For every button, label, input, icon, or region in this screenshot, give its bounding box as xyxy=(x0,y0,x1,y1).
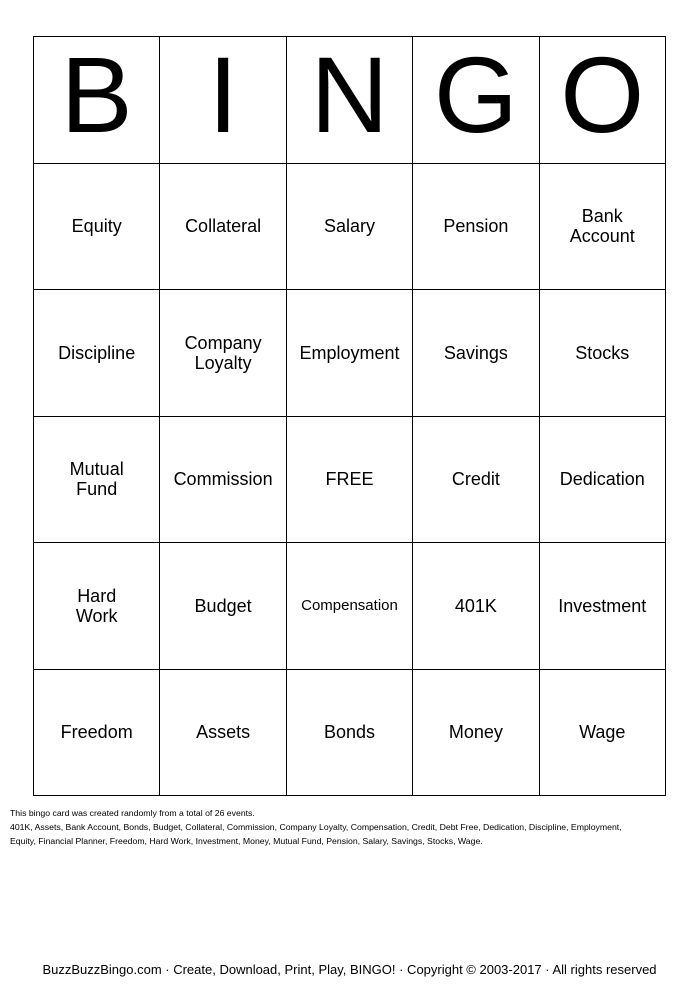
header-cell-g xyxy=(413,33,539,164)
card-cell xyxy=(413,163,539,290)
card-cell xyxy=(160,290,286,417)
card-cell xyxy=(34,543,160,670)
cell-text: Commission xyxy=(173,469,273,490)
cell-text: Freedom xyxy=(60,722,133,743)
cell-text: Compensation xyxy=(301,596,398,614)
cell-text: Stocks xyxy=(575,342,630,363)
card-cell xyxy=(34,669,160,796)
card-row xyxy=(34,163,666,290)
header-cell-b xyxy=(34,33,160,164)
header-cell-i xyxy=(160,33,286,164)
footnote-events-line: Equity, Financial Planner, Freedom, Hard Work, Investment, Money, Mutual Fund, Pension, Salary, Savings, Stocks, Wage. xyxy=(10,836,483,846)
card-row xyxy=(34,543,666,670)
card-cell xyxy=(413,669,539,796)
card-cell xyxy=(286,163,412,290)
cell-text: Equity xyxy=(71,216,122,237)
cell-text: 401K xyxy=(454,595,497,616)
footnote-events-line: 401K, Assets, Bank Account, Bonds, Budget, Collateral, Commission, Company Loyalty, Compensation, Credit, Debt Free, Dedication, Discipline, Employment, xyxy=(10,822,622,832)
header-row xyxy=(34,37,666,164)
cell-text: Employment xyxy=(299,342,400,363)
cell-text: Money xyxy=(448,722,503,743)
card-cell xyxy=(34,163,160,290)
card-row xyxy=(34,669,666,796)
card-cell xyxy=(413,416,539,543)
card-row xyxy=(34,290,666,417)
copyright-footer: BuzzBuzzBingo.com · Create, Download, Print, Play, BINGO! · Copyright © 2003-2017 · All rights reserved xyxy=(42,962,657,977)
cell-text: Bank Account xyxy=(569,206,635,247)
free-space-cell xyxy=(286,416,412,543)
cell-text: Assets xyxy=(196,722,251,743)
card-cell xyxy=(286,543,412,670)
cell-text: Collateral xyxy=(185,216,262,237)
cell-text: Bonds xyxy=(323,722,375,743)
cell-text: Mutual Fund xyxy=(69,459,124,500)
card-cell xyxy=(539,669,665,796)
card-cell xyxy=(413,543,539,670)
header-letter-n: N xyxy=(310,33,389,155)
card-cell xyxy=(413,290,539,417)
bingo-card xyxy=(33,33,666,796)
card-cell xyxy=(539,290,665,417)
cell-text: Dedication xyxy=(559,469,645,490)
cell-text: Pension xyxy=(443,216,509,237)
free-space-text: FREE xyxy=(325,469,374,490)
card-cell xyxy=(539,163,665,290)
header-cell-n xyxy=(286,33,412,164)
cell-text: Credit xyxy=(451,469,500,490)
card-cell xyxy=(34,416,160,543)
header-letter-b: B xyxy=(60,33,133,155)
cell-text: Company Loyalty xyxy=(184,332,262,373)
cell-text: Wage xyxy=(579,722,626,743)
header-cell-o xyxy=(539,33,665,164)
card-cell xyxy=(160,416,286,543)
cell-text: Budget xyxy=(194,595,252,616)
footnote-intro: This bingo card was created randomly from a total of 26 events. xyxy=(10,808,255,818)
cell-text: Investment xyxy=(558,595,647,616)
card-cell xyxy=(34,290,160,417)
events-footnote xyxy=(10,806,694,848)
card-cell xyxy=(160,543,286,670)
cell-text: Salary xyxy=(323,216,375,237)
cell-text: Hard Work xyxy=(75,585,118,626)
cell-text: Discipline xyxy=(58,342,136,363)
card-cell xyxy=(160,669,286,796)
header-letter-i: I xyxy=(208,33,239,155)
card-cell xyxy=(539,416,665,543)
card-cell xyxy=(160,163,286,290)
cell-text: Savings xyxy=(443,342,508,363)
card-row xyxy=(34,416,666,543)
header-letter-o: O xyxy=(560,33,645,155)
card-cell xyxy=(286,669,412,796)
card-cell xyxy=(286,290,412,417)
card-cell xyxy=(539,543,665,670)
header-letter-g: G xyxy=(433,33,518,155)
